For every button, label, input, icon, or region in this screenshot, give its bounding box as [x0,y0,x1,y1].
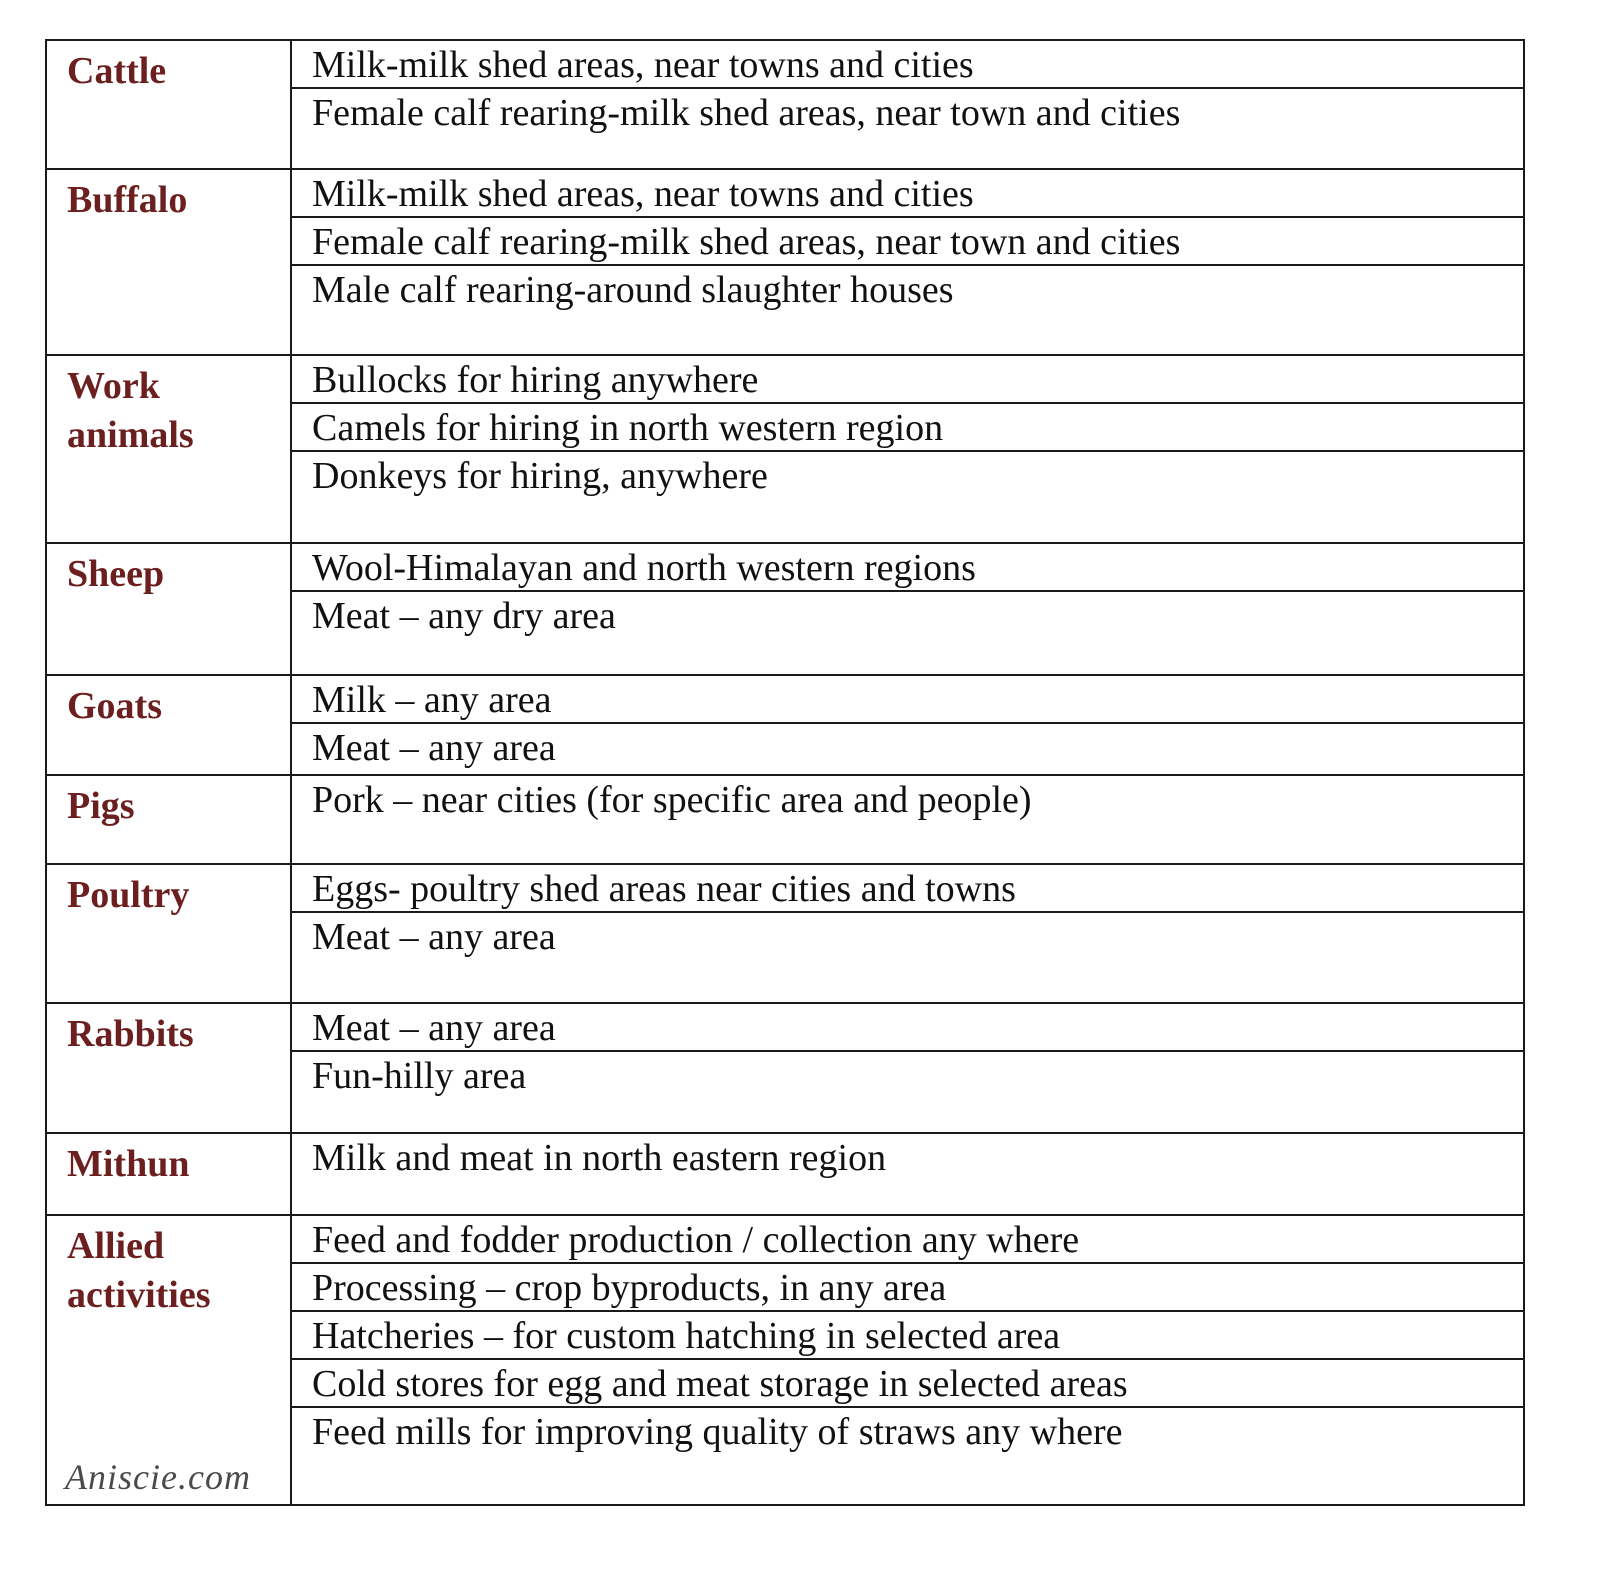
category-cell [46,775,291,864]
item-text: Cold stores for egg and meat storage in selected areas [292,1360,1523,1408]
category-cell [46,675,291,775]
table-row [46,543,1524,675]
category-label: Rabbits [67,1013,194,1055]
item-text: Milk-milk shed areas, near towns and cities [292,170,1523,218]
category-cell [46,1003,291,1133]
item-text: Donkeys for hiring, anywhere [312,455,768,497]
table-row [46,775,1524,864]
category-label: Goats [67,685,162,727]
items-cell [291,355,1524,543]
category-cell [46,40,291,169]
item-text: Processing – crop byproducts, in any area [292,1264,1523,1312]
item-text: Feed and fodder production / collection any where [292,1216,1523,1264]
table-row [46,1133,1524,1215]
item-text: Camels for hiring in north western region [292,404,1523,452]
table-row [46,1215,1524,1505]
item-text: Meat – any dry area [312,595,616,637]
category-label: Sheep [67,553,165,595]
items-cell [291,40,1524,169]
table-row [46,675,1524,775]
category-cell [46,543,291,675]
item-text: Hatcheries – for custom hatching in selected area [292,1312,1523,1360]
item-text: Female calf rearing-milk shed areas, near town and cities [292,218,1523,266]
items-cell [291,1215,1524,1505]
category-cell [46,169,291,355]
table-row [46,40,1524,169]
category-label: Mithun [67,1143,190,1185]
category-label: Poultry [67,874,190,916]
table-row [46,355,1524,543]
table-body [46,40,1524,1505]
items-cell [291,1133,1524,1215]
category-label: Buffalo [67,179,188,221]
items-cell [291,543,1524,675]
item-text: Wool-Himalayan and north western regions [292,544,1523,592]
items-cell [291,1003,1524,1133]
items-cell [291,675,1524,775]
item-text: Meat – any area [292,1004,1523,1052]
item-text: Feed mills for improving quality of straws any where [312,1411,1123,1453]
items-cell [291,864,1524,1003]
category-label: Pigs [67,785,135,827]
category-label: Allied activities [67,1225,211,1316]
item-text: Female calf rearing-milk shed areas, near town and cities [312,92,1181,134]
item-text: Milk and meat in north eastern region [312,1137,887,1179]
item-text: Milk-milk shed areas, near towns and cities [292,41,1523,89]
category-label: Cattle [67,50,167,92]
item-text: Milk – any area [292,676,1523,724]
table-row [46,864,1524,1003]
table-row [46,169,1524,355]
items-cell [291,775,1524,864]
watermark: Aniscie.com [65,1457,251,1497]
item-text: Bullocks for hiring anywhere [292,356,1523,404]
category-cell [46,355,291,543]
item-text: Fun-hilly area [312,1055,527,1097]
category-label: Work animals [67,365,194,456]
item-text: Male calf rearing-around slaughter houses [312,269,954,311]
category-cell [46,864,291,1003]
table-row [46,1003,1524,1133]
category-cell [46,1133,291,1215]
item-text: Meat – any area [312,727,556,769]
item-text: Eggs- poultry shed areas near cities and towns [292,865,1523,913]
items-cell [291,169,1524,355]
livestock-table [45,39,1525,1506]
item-text: Pork – near cities (for specific area and people) [312,779,1032,821]
item-text: Meat – any area [312,916,556,958]
